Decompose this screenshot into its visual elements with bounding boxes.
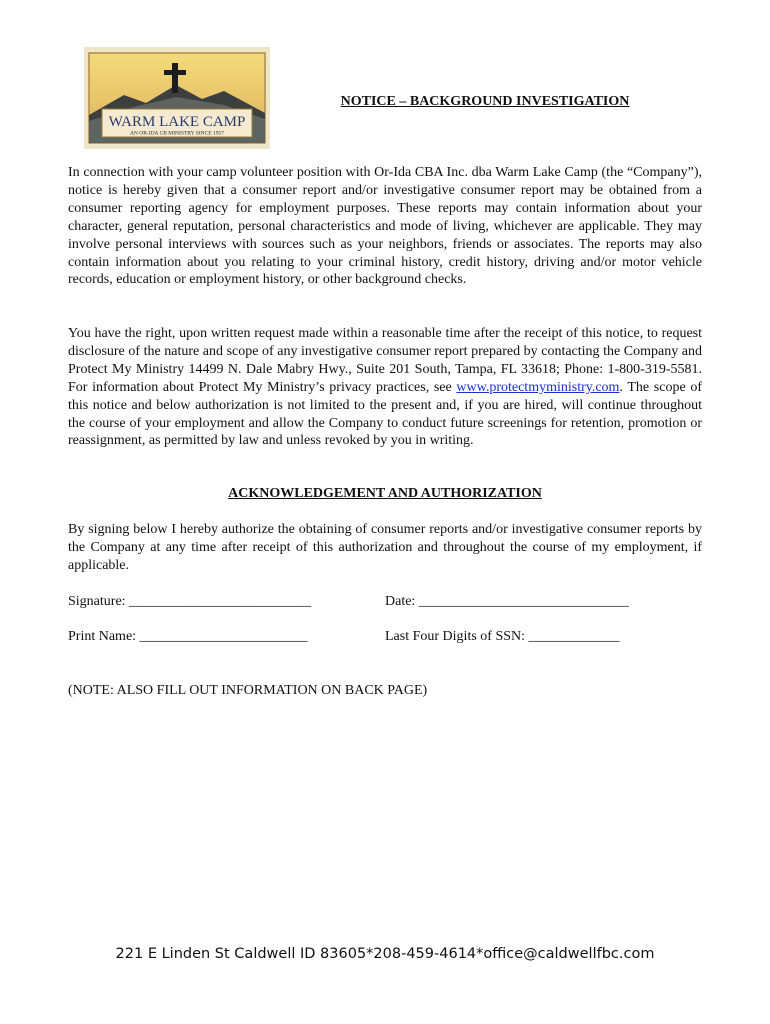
- ssn-field[interactable]: Last Four Digits of SSN: _____________: [385, 629, 620, 644]
- back-page-note: (NOTE: ALSO FILL OUT INFORMATION ON BACK PAGE): [68, 683, 428, 698]
- protect-my-ministry-link[interactable]: www.protectmyministry.com: [456, 379, 620, 395]
- logo-subtext: AN OR-IDA CB MINISTRY SINCE 1957: [129, 130, 225, 137]
- notice-paragraph: In connection with your camp volunteer position with Or-Ida CBA Inc. dba Warm Lake Camp (the “Company”), notice is hereby given that a consumer report and/or investigative consumer report may be obtained from a consumer reporting agency for employment purposes. These reports may contain information about your character, general reputation, personal characteristics and mode of living, whichever are applicable. They may involve personal interviews with sources such as your neighbors, friends or associates. The reports may also contain information about you relating to your criminal history, credit history, driving and/or motor vehicle records, education or employment history, or other background checks.: [68, 165, 702, 288]
- warm-lake-camp-logo: [84, 47, 270, 149]
- document-title: NOTICE – BACKGROUND INVESTIGATION: [340, 94, 630, 109]
- rights-paragraph: [68, 325, 702, 450]
- print-name-field[interactable]: Print Name: ________________________: [68, 629, 308, 644]
- logo-text: WARM LAKE CAMP: [108, 114, 246, 130]
- signature-field[interactable]: Signature: __________________________: [68, 594, 312, 609]
- date-field[interactable]: Date: ______________________________: [385, 594, 629, 609]
- acknowledgement-heading: ACKNOWLEDGEMENT AND AUTHORIZATION: [228, 486, 542, 501]
- footer-contact: 221 E Linden St Caldwell ID 83605*208-459-4614*office@caldwellfbc.com: [115, 946, 655, 962]
- authorization-paragraph: By signing below I hereby authorize the obtaining of consumer reports and/or investigative consumer reports by the Company at any time after receipt of this authorization and throughout the course of my employment, if applicable.: [68, 522, 702, 573]
- rights-text-after: . The scope of this notice and below authorization is not limited to the present and, if you are hired, will continue throughout the course of your employment and allow the Company to conduct future screenings for retention, promotion or reassignment, as permitted by law and unless revoked by you in writing.: [68, 379, 702, 449]
- rights-text-before: You have the right, upon written request made within a reasonable time after the receipt of this notice, to request disclosure of the nature and scope of any investigative consumer report prepared by contacting the Company and Protect My Ministry 14499 N. Dale Mabry Hwy., Suite 201 South, Tampa, FL 33618; Phone: 1-800-319-5581. For information about Protect My Ministry’s privacy practices, see: [68, 326, 702, 395]
